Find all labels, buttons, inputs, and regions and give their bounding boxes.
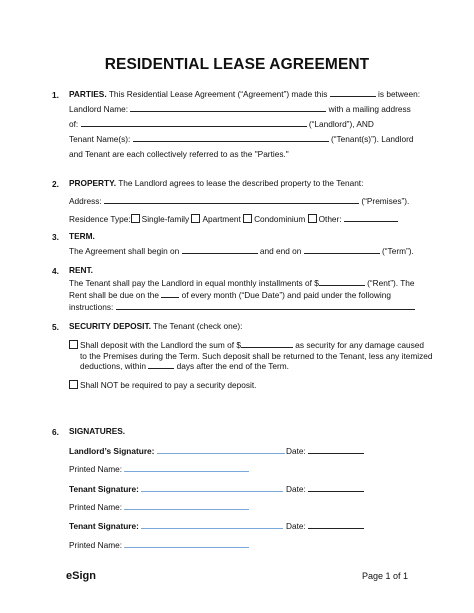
tenant-names-field[interactable] — [133, 134, 329, 142]
section-6-number: 6. — [52, 427, 59, 437]
due-on-label: Rent shall be due on the — [69, 290, 159, 300]
tenant-2-printed-name-field[interactable] — [124, 540, 249, 548]
tenant-1-signature-label: Tenant Signature: — [69, 484, 139, 494]
tenant-2-printed-name-label: Printed Name: — [69, 540, 123, 550]
deposit-option-1-line-2: to the Premises during the Term. Such deposit shall be returned to the Tenant, less any itemized — [80, 351, 433, 361]
due-day-field[interactable] — [161, 290, 179, 298]
no-deposit-checkbox[interactable] — [69, 380, 78, 389]
document-title: RESIDENTIAL LEASE AGREEMENT — [104, 56, 370, 73]
tenant-2-date-field[interactable] — [308, 521, 364, 529]
section-4-heading: RENT. — [69, 265, 93, 275]
landlord-date-label: Date: — [286, 446, 306, 456]
section-3-number: 3. — [52, 232, 59, 242]
landlord-printed-row — [69, 464, 249, 474]
return-days-field[interactable] — [148, 361, 174, 369]
instructions-label: instructions: — [69, 302, 114, 312]
tenant-1-signature-field[interactable] — [141, 484, 283, 492]
address-field[interactable] — [104, 196, 359, 204]
tenant-1-date-row — [286, 484, 364, 494]
landlord-date-field[interactable] — [308, 446, 364, 454]
term-text: (“Term”). — [382, 246, 414, 256]
parties-intro-text: This Residential Lease Agreement (“Agreement”) made this — [108, 89, 328, 99]
tenant-2-date-label: Date: — [286, 521, 306, 531]
security-deposit-line — [69, 321, 242, 331]
term-start-field[interactable] — [182, 246, 258, 254]
tenant-1-date-label: Date: — [286, 484, 306, 494]
tenant-1-printed-row — [69, 502, 249, 512]
rent-line-2 — [69, 290, 391, 300]
landlord-signature-row — [69, 446, 285, 456]
landlord-printed-name-field[interactable] — [124, 464, 249, 472]
page-number: Page 1 of 1 — [361, 571, 408, 581]
section-5-heading: SECURITY DEPOSIT. — [69, 321, 151, 331]
of-label: of: — [69, 119, 79, 129]
term-begin-label: The Agreement shall begin on — [69, 246, 180, 256]
condominium-checkbox[interactable] — [243, 214, 252, 223]
section-2-number: 2. — [52, 179, 59, 189]
deposit-option-1-line-3 — [80, 361, 289, 371]
residence-type-line — [69, 214, 398, 224]
premises-text: (“Premises”). — [361, 196, 410, 206]
tenant-2-signature-row — [69, 521, 283, 531]
shall-deposit-checkbox[interactable] — [69, 340, 78, 349]
agreement-date-field[interactable] — [330, 89, 376, 97]
tenants-landlord-text: (“Tenant(s)”). Landlord — [330, 134, 414, 144]
deposit-option-1-line-1 — [69, 340, 424, 350]
days-after-text: days after the end of the Term. — [176, 361, 289, 371]
section-1-line-2 — [69, 104, 411, 114]
deposit-sum-label: Shall deposit with the Landlord the sum of $ — [80, 340, 241, 350]
check-one-text: The Tenant (check one): — [153, 321, 243, 331]
rent-line-3 — [69, 302, 415, 312]
term-end-label: and end on — [259, 246, 302, 256]
rent-line-1 — [69, 278, 415, 288]
deposit-option-2-line — [69, 380, 256, 390]
term-line — [69, 246, 414, 256]
payment-instructions-field[interactable] — [116, 302, 415, 310]
landlord-name-field[interactable] — [130, 104, 326, 112]
landlord-address-field[interactable] — [81, 119, 307, 127]
single-family-checkbox[interactable] — [131, 214, 140, 223]
no-deposit-label: Shall NOT be required to pay a security deposit. — [80, 380, 257, 390]
tenant-1-signature-row — [69, 484, 283, 494]
tenant-1-printed-name-field[interactable] — [124, 502, 249, 510]
landlord-signature-field[interactable] — [157, 446, 285, 454]
other-label: Other: — [318, 214, 342, 224]
section-5-number: 5. — [52, 322, 59, 332]
section-4-number: 4. — [52, 266, 59, 276]
parties-between-text: is between: — [378, 89, 421, 99]
tenant-2-signature-label: Tenant Signature: — [69, 521, 139, 531]
section-1-line-5: and Tenant are each collectively referred to as the "Parties." — [69, 149, 289, 159]
section-1-heading: PARTIES. — [69, 89, 107, 99]
term-end-field[interactable] — [304, 246, 380, 254]
tenant-names-label: Tenant Name(s): — [69, 134, 131, 144]
deposit-security-text: as security for any damage caused — [295, 340, 424, 350]
esign-logo: eSign — [66, 570, 96, 582]
landlord-name-label: Landlord Name: — [69, 104, 129, 114]
section-1-line-4 — [69, 134, 414, 144]
address-label: Address: — [69, 196, 102, 206]
apartment-label: Apartment — [202, 214, 241, 224]
section-1-number: 1. — [52, 90, 59, 100]
deductions-within-label: deductions, within — [80, 361, 146, 371]
due-date-text: of every month (“Due Date”) and paid under the following — [181, 290, 391, 300]
property-intro-text: The Landlord agrees to lease the described property to the Tenant: — [118, 178, 364, 188]
section-6-heading: SIGNATURES. — [69, 426, 126, 436]
mailing-address-text: with a mailing address — [328, 104, 411, 114]
tenant-2-printed-row — [69, 540, 249, 550]
deposit-amount-field[interactable] — [241, 340, 293, 348]
tenant-1-printed-name-label: Printed Name: — [69, 502, 123, 512]
single-family-label: Single-family — [141, 214, 190, 224]
section-3-heading: TERM. — [69, 231, 95, 241]
section-1-line-3 — [69, 119, 374, 129]
condominium-label: Condominium — [254, 214, 306, 224]
rent-amount-field[interactable] — [319, 278, 365, 286]
residence-type-label: Residence Type: — [69, 214, 131, 224]
section-2-heading: PROPERTY. — [69, 178, 117, 188]
rent-amount-label: The Tenant shall pay the Landlord in equal monthly installments of $ — [69, 278, 319, 288]
tenant-2-date-row — [286, 521, 364, 531]
tenant-2-signature-field[interactable] — [141, 521, 283, 529]
tenant-1-date-field[interactable] — [308, 484, 364, 492]
landlord-signature-label: Landlord’s Signature: — [69, 446, 155, 456]
other-residence-field[interactable] — [344, 214, 398, 222]
rent-text: (“Rent”). The — [367, 278, 415, 288]
section-1-line-1 — [69, 89, 420, 99]
landlord-printed-name-label: Printed Name: — [69, 464, 123, 474]
other-checkbox[interactable] — [308, 214, 317, 223]
section-2-line-1 — [69, 178, 363, 188]
landlord-and-text: (“Landlord”), AND — [308, 119, 374, 129]
landlord-date-row — [286, 446, 364, 456]
apartment-checkbox[interactable] — [191, 214, 200, 223]
address-line — [69, 196, 409, 206]
